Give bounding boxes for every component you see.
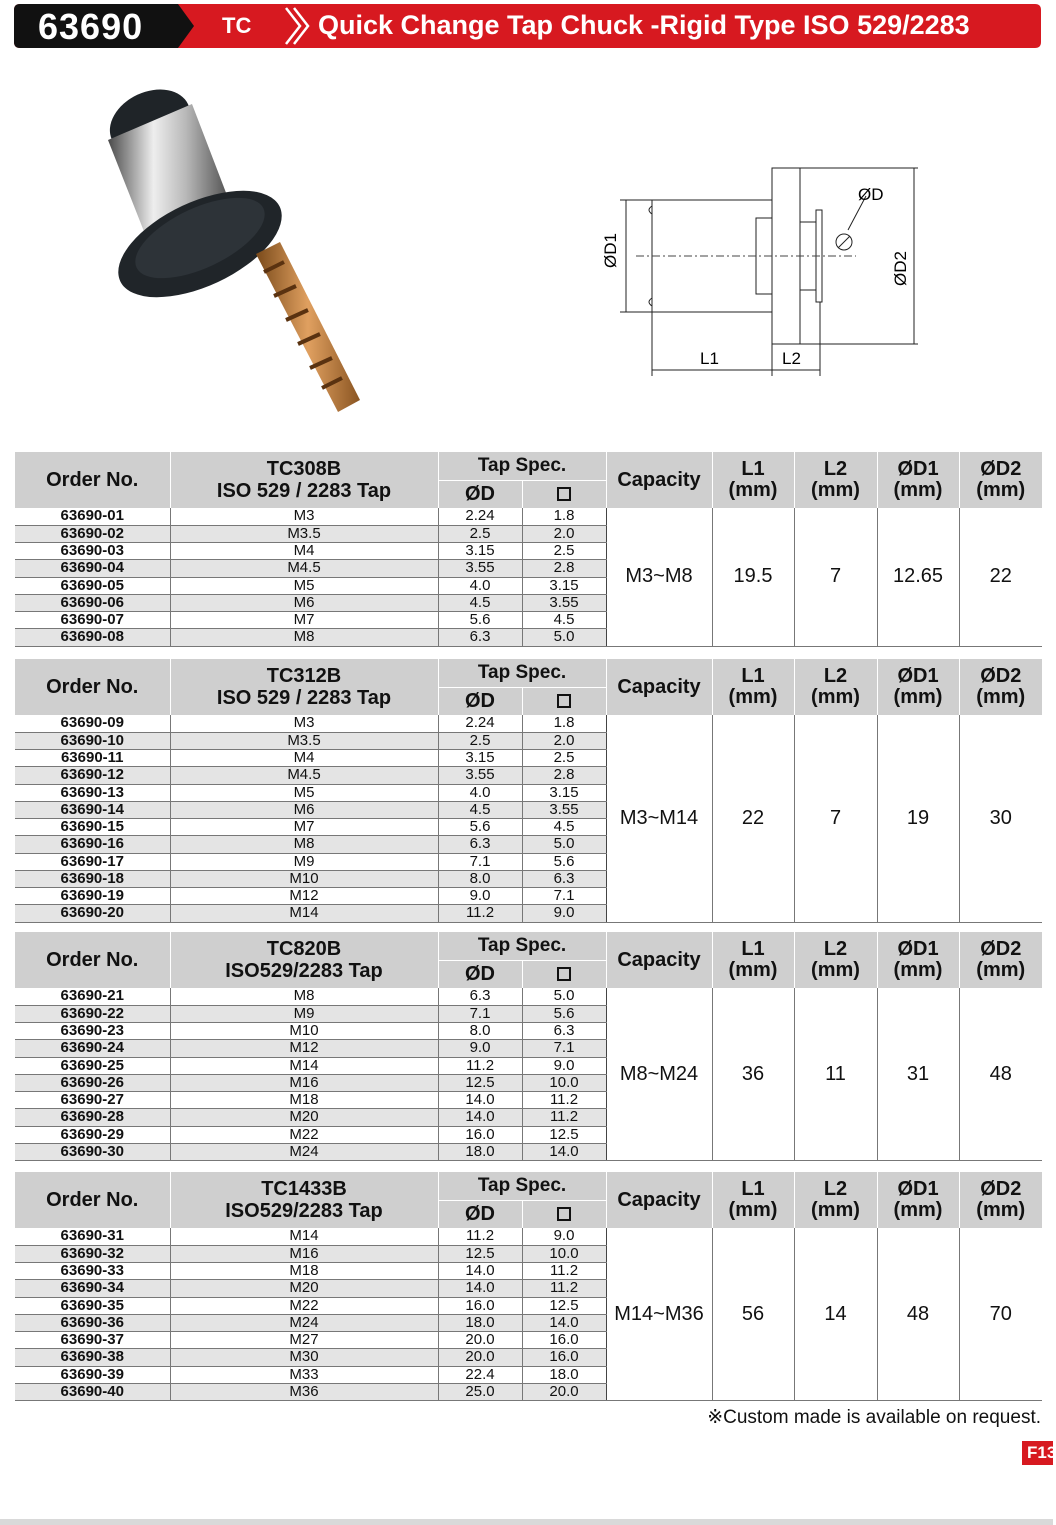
product-subtitle: ISO 529 / 2283 Tap [216,687,392,709]
tap-size: M33 [170,1366,438,1383]
l2-header-label: L2 [823,1178,848,1200]
tap-square-value: 2.0 [522,732,606,749]
order-number: 63690-18 [15,870,170,887]
order-no-header: Order No. [15,1172,170,1228]
tap-square-value: 3.55 [522,801,606,818]
order-number: 63690-27 [15,1092,170,1109]
d2-header-unit: (mm) [976,959,1026,981]
tap-size: M3 [170,508,438,525]
d-label: ØD [858,185,884,204]
tap-size: M4.5 [170,767,438,784]
tap-square-value: 2.8 [522,767,606,784]
tap-size: M16 [170,1074,438,1091]
tap-d-value: 11.2 [438,1057,522,1074]
tap-size: M8 [170,836,438,853]
order-number: 63690-20 [15,905,170,922]
order-number: 63690-03 [15,543,170,560]
order-number: 63690-08 [15,629,170,646]
tap-square-value: 14.0 [522,1143,606,1160]
tap-d-header: ØD [438,1200,522,1228]
l2-value: 14 [794,1228,877,1401]
d2-header-unit: (mm) [976,1199,1026,1221]
product-header [170,659,438,715]
order-number: 63690-05 [15,577,170,594]
tap-size: M7 [170,612,438,629]
product-name: TC312B [266,665,342,687]
d1-header-label: ØD1 [897,1178,939,1200]
order-number: 63690-13 [15,784,170,801]
l2-label: L2 [782,349,801,368]
l1-value: 19.5 [712,508,794,646]
tap-size: M4 [170,750,438,767]
d1-value: 48 [877,1228,959,1401]
order-number: 63690-23 [15,1023,170,1040]
order-number: 63690-11 [15,750,170,767]
tap-size: M20 [170,1109,438,1126]
d2-header [959,932,1042,988]
l2-header [794,932,877,988]
tap-d-value: 14.0 [438,1092,522,1109]
tap-square-value: 6.3 [522,870,606,887]
tap-size: M6 [170,594,438,611]
tap-d-value: 20.0 [438,1349,522,1366]
order-number: 63690-34 [15,1280,170,1297]
tap-square-value: 3.15 [522,784,606,801]
tap-d-value: 3.55 [438,560,522,577]
tap-square-value: 1.8 [522,508,606,525]
tap-d-value: 2.24 [438,508,522,525]
tap-size: M4 [170,543,438,560]
tap-square-value: 7.1 [522,888,606,905]
tap-d-value: 3.15 [438,750,522,767]
l2-header [794,452,877,508]
order-no-header: Order No. [15,659,170,715]
product-subtitle: ISO529/2283 Tap [225,960,383,982]
d2-header [959,1172,1042,1228]
tap-square-value: 4.5 [522,819,606,836]
tap-size: M12 [170,1040,438,1057]
capacity-header: Capacity [606,932,712,988]
l2-header-unit: (mm) [811,959,860,981]
spec-table [15,932,1042,1161]
tap-square-header [522,1200,606,1228]
tap-d-value: 8.0 [438,1023,522,1040]
tap-square-value: 11.2 [522,1092,606,1109]
product-name: TC1433B [261,1178,347,1200]
tap-square-value: 9.0 [522,1057,606,1074]
l1-header-label: L1 [741,1178,765,1200]
tap-square-value: 9.0 [522,905,606,922]
d1-header-unit: (mm) [893,686,943,708]
tap-d-value: 3.15 [438,543,522,560]
custom-note: ※Custom made is available on request. [707,1407,1041,1428]
d2-header-label: ØD2 [980,665,1022,687]
tap-d-value: 6.3 [438,836,522,853]
spec-table [15,452,1042,647]
tap-square-value: 6.3 [522,1023,606,1040]
table-row [15,1228,1042,1245]
l1-header-unit: (mm) [728,1199,778,1221]
tap-size: M30 [170,1349,438,1366]
order-no-header: Order No. [15,452,170,508]
l2-value: 7 [794,508,877,646]
order-number: 63690-37 [15,1332,170,1349]
square-icon [557,487,571,501]
tap-d-value: 20.0 [438,1332,522,1349]
tap-square-value: 5.0 [522,836,606,853]
tap-size: M27 [170,1332,438,1349]
tap-d-value: 4.0 [438,577,522,594]
order-number: 63690-26 [15,1074,170,1091]
tap-d-value: 18.0 [438,1143,522,1160]
l2-header [794,1172,877,1228]
bottom-bar [0,1519,1053,1525]
capacity-value: M8~M24 [606,988,712,1161]
tap-square-value: 10.0 [522,1074,606,1091]
tap-size: M8 [170,629,438,646]
tap-d-value: 5.6 [438,612,522,629]
tap-size: M9 [170,853,438,870]
tap-d-value: 2.24 [438,715,522,732]
order-number: 63690-16 [15,836,170,853]
table-row [15,508,1042,525]
order-number: 63690-30 [15,1143,170,1160]
order-number: 63690-33 [15,1263,170,1280]
d1-value: 19 [877,715,959,922]
tap-size: M10 [170,1023,438,1040]
l1-header-unit: (mm) [728,686,778,708]
l1-header [712,659,794,715]
product-name: TC308B [266,458,342,480]
order-number: 63690-39 [15,1366,170,1383]
capacity-value: M14~M36 [606,1228,712,1401]
tap-d-value: 12.5 [438,1074,522,1091]
tap-square-value: 14.0 [522,1314,606,1331]
tap-d-value: 9.0 [438,888,522,905]
capacity-header: Capacity [606,452,712,508]
tap-square-value: 4.5 [522,612,606,629]
d1-label: ØD1 [601,233,620,268]
tap-spec-header: Tap Spec. [438,659,606,687]
tap-square-value: 12.5 [522,1126,606,1143]
tap-square-value: 1.8 [522,715,606,732]
order-number: 63690-07 [15,612,170,629]
tap-square-value: 2.0 [522,525,606,542]
tap-size: M22 [170,1297,438,1314]
tap-square-value: 16.0 [522,1349,606,1366]
d2-value: 48 [959,988,1042,1161]
order-number: 63690-40 [15,1383,170,1400]
tap-square-value: 5.6 [522,853,606,870]
l1-header [712,452,794,508]
d2-header [959,452,1042,508]
tap-d-value: 11.2 [438,1228,522,1245]
tap-d-header: ØD [438,960,522,988]
tap-d-value: 14.0 [438,1263,522,1280]
capacity-value: M3~M14 [606,715,712,922]
tap-square-value: 11.2 [522,1109,606,1126]
tap-square-header [522,687,606,715]
l1-label: L1 [700,349,719,368]
d2-value: 30 [959,715,1042,922]
order-number: 63690-02 [15,525,170,542]
tap-size: M18 [170,1263,438,1280]
tap-square-value: 11.2 [522,1280,606,1297]
tap-size: M20 [170,1280,438,1297]
l1-header-unit: (mm) [728,959,778,981]
order-no-header: Order No. [15,932,170,988]
product-header [170,932,438,988]
tap-size: M5 [170,577,438,594]
tap-d-value: 4.5 [438,594,522,611]
order-number: 63690-28 [15,1109,170,1126]
tap-size: M3.5 [170,732,438,749]
tap-square-value: 2.5 [522,543,606,560]
tap-square-value: 16.0 [522,1332,606,1349]
tap-size: M7 [170,819,438,836]
l2-header-unit: (mm) [811,479,860,501]
page-header [14,4,1041,48]
capacity-header: Capacity [606,659,712,715]
d1-header [877,1172,959,1228]
order-number: 63690-09 [15,715,170,732]
tap-size: M8 [170,988,438,1005]
product-subtitle: ISO529/2283 Tap [225,1200,383,1222]
tap-size: M3 [170,715,438,732]
tap-spec-header: Tap Spec. [438,932,606,960]
tap-d-value: 7.1 [438,853,522,870]
tap-d-value: 7.1 [438,1005,522,1022]
l2-header-label: L2 [823,938,848,960]
tap-square-value: 5.0 [522,988,606,1005]
tap-d-value: 14.0 [438,1280,522,1297]
tap-square-value: 10.0 [522,1245,606,1262]
tap-square-value: 12.5 [522,1297,606,1314]
tap-d-value: 25.0 [438,1383,522,1400]
tap-spec-header: Tap Spec. [438,452,606,480]
tap-d-value: 4.0 [438,784,522,801]
order-number: 63690-22 [15,1005,170,1022]
tap-d-header: ØD [438,480,522,508]
tap-d-value: 5.6 [438,819,522,836]
tap-square-header [522,480,606,508]
page-tag: F13 [1022,1441,1053,1465]
l2-header-label: L2 [823,458,848,480]
square-icon [557,1207,571,1221]
l2-value: 11 [794,988,877,1161]
order-number: 63690-14 [15,801,170,818]
product-header [170,452,438,508]
d1-header-unit: (mm) [893,1199,943,1221]
page-title: Quick Change Tap Chuck -Rigid Type ISO 529/2283 [318,10,970,40]
tap-square-value: 3.55 [522,594,606,611]
capacity-header: Capacity [606,1172,712,1228]
tap-square-value: 5.0 [522,629,606,646]
d1-header-label: ØD1 [897,938,939,960]
tap-d-value: 14.0 [438,1109,522,1126]
tap-d-value: 18.0 [438,1314,522,1331]
tap-size: M22 [170,1126,438,1143]
series-label: TC [222,13,252,38]
l1-value: 56 [712,1228,794,1401]
tap-d-value: 2.5 [438,525,522,542]
l1-header-unit: (mm) [728,479,778,501]
d2-header [959,659,1042,715]
square-icon [557,694,571,708]
tap-square-value: 7.1 [522,1040,606,1057]
d1-header [877,452,959,508]
tap-d-value: 8.0 [438,870,522,887]
tap-d-value: 4.5 [438,801,522,818]
tap-square-value: 2.5 [522,750,606,767]
table-row [15,988,1042,1005]
tap-size: M18 [170,1092,438,1109]
tap-d-value: 16.0 [438,1297,522,1314]
tap-size: M3.5 [170,525,438,542]
order-number: 63690-36 [15,1314,170,1331]
d2-header-label: ØD2 [980,938,1022,960]
tap-size: M4.5 [170,560,438,577]
square-icon [557,967,571,981]
tap-d-header: ØD [438,687,522,715]
product-name: TC820B [266,938,342,960]
tap-square-value: 18.0 [522,1366,606,1383]
order-number: 63690-31 [15,1228,170,1245]
l1-value: 22 [712,715,794,922]
tap-square-value: 11.2 [522,1263,606,1280]
tap-d-value: 3.55 [438,767,522,784]
tap-spec-header: Tap Spec. [438,1172,606,1200]
tap-d-value: 2.5 [438,732,522,749]
l1-header-label: L1 [741,458,765,480]
order-number: 63690-04 [15,560,170,577]
tap-size: M12 [170,888,438,905]
order-number: 63690-29 [15,1126,170,1143]
tap-size: M6 [170,801,438,818]
d1-header [877,932,959,988]
tap-size: M36 [170,1383,438,1400]
tap-square-header [522,960,606,988]
tap-square-value: 2.8 [522,560,606,577]
d1-header-label: ØD1 [897,665,939,687]
product-header [170,1172,438,1228]
tap-size: M24 [170,1143,438,1160]
product-code: 63690 [38,6,144,47]
d1-header-label: ØD1 [897,458,939,480]
capacity-value: M3~M8 [606,508,712,646]
d1-value: 31 [877,988,959,1161]
order-number: 63690-25 [15,1057,170,1074]
l1-value: 36 [712,988,794,1161]
order-number: 63690-12 [15,767,170,784]
order-number: 63690-35 [15,1297,170,1314]
d2-header-unit: (mm) [976,686,1026,708]
l1-header [712,932,794,988]
spec-table [15,659,1042,923]
tap-d-value: 12.5 [438,1245,522,1262]
tap-size: M14 [170,905,438,922]
tap-size: M9 [170,1005,438,1022]
tap-d-value: 16.0 [438,1126,522,1143]
d2-value: 22 [959,508,1042,646]
l2-header-label: L2 [823,665,848,687]
order-number: 63690-15 [15,819,170,836]
d2-label: ØD2 [891,251,910,286]
d2-header-unit: (mm) [976,479,1026,501]
d1-header-unit: (mm) [893,479,943,501]
tap-size: M24 [170,1314,438,1331]
technical-drawing [596,160,926,380]
order-number: 63690-17 [15,853,170,870]
l2-header [794,659,877,715]
product-photo [88,82,418,422]
l2-header-unit: (mm) [811,686,860,708]
order-number: 63690-38 [15,1349,170,1366]
l2-header-unit: (mm) [811,1199,860,1221]
tap-size: M10 [170,870,438,887]
order-number: 63690-32 [15,1245,170,1262]
tap-d-value: 6.3 [438,629,522,646]
order-number: 63690-21 [15,988,170,1005]
tap-square-value: 5.6 [522,1005,606,1022]
d1-header-unit: (mm) [893,959,943,981]
tap-size: M16 [170,1245,438,1262]
order-number: 63690-24 [15,1040,170,1057]
tap-d-value: 9.0 [438,1040,522,1057]
l1-header-label: L1 [741,665,765,687]
d1-header [877,659,959,715]
tap-d-value: 11.2 [438,905,522,922]
d2-value: 70 [959,1228,1042,1401]
order-number: 63690-06 [15,594,170,611]
tap-square-value: 20.0 [522,1383,606,1400]
product-subtitle: ISO 529 / 2283 Tap [216,480,392,502]
l1-header-label: L1 [741,938,765,960]
table-row [15,715,1042,732]
tap-size: M14 [170,1228,438,1245]
d2-header-label: ØD2 [980,458,1022,480]
spec-table [15,1172,1042,1401]
tap-d-value: 6.3 [438,988,522,1005]
tap-size: M14 [170,1057,438,1074]
d1-value: 12.65 [877,508,959,646]
tap-square-value: 9.0 [522,1228,606,1245]
l2-value: 7 [794,715,877,922]
tap-square-value: 3.15 [522,577,606,594]
order-number: 63690-10 [15,732,170,749]
order-number: 63690-01 [15,508,170,525]
tap-d-value: 22.4 [438,1366,522,1383]
l1-header [712,1172,794,1228]
tap-size: M5 [170,784,438,801]
d2-header-label: ØD2 [980,1178,1022,1200]
order-number: 63690-19 [15,888,170,905]
